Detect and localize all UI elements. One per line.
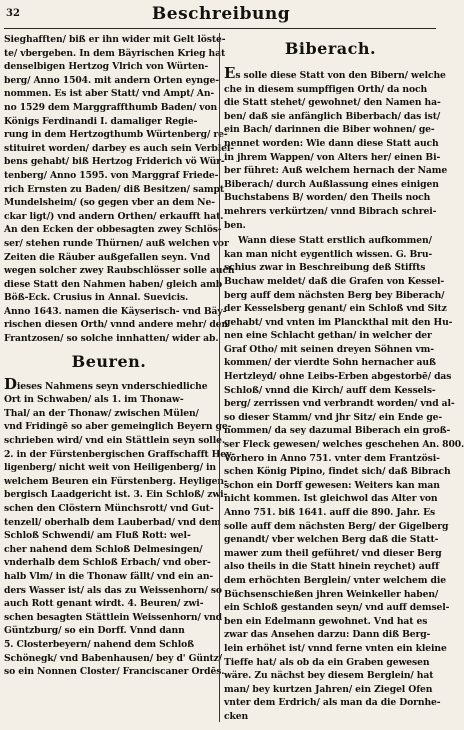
text-line: berg/ zerrissen vnd verbrandt worden/ vnd al- [224,398,455,410]
text-line: Vorhero in Anno 751. vnter dem Frantzösi- [224,452,440,464]
text-line: schrieben wird/ vnd ein Stättlein seyn solle. [4,435,225,447]
text-line: Es solle diese Statt von den Bibern/ welche [224,64,446,82]
left-column [4,33,235,724]
page-number: 32 [6,8,20,19]
text-line: genandt/ vber welchen Berg daß die Statt- [224,534,439,546]
text-line: gehabt/ vnd vnten im Planckthal mit den Hu- [224,316,453,328]
right-paragraph-1 [224,64,448,232]
text-line: halb Vlm/ in die Thonaw fällt/ vnd ein an- [4,570,214,582]
text-line: ders Wasser ist/ als das zu Weissenhorn/ so [4,584,222,596]
text-line: cher nahend dem Schloß Delmesingen/ [4,543,203,555]
text-line: che in diesem sumpffigen Orth/ da noch [224,83,428,95]
text-line: bergisch Laadgericht ist. 3. Ein Schloß/ zwi- [4,489,228,501]
text-line: Ort in Schwaben/ als 1. im Thonaw- [4,394,184,406]
text-line: solle auff dem nächsten Berg/ der Gigelberg [224,520,449,532]
text-line: Schönegk/ vnd Babenhausen/ bey d' Güntz/ [4,652,223,664]
section-title-biberach: Biberach. [284,39,377,58]
header-rule [4,28,436,29]
text-line: lein erhöhet ist/ vnnd ferne vnten ein kleine [224,642,447,654]
text-line: Zeiten die Räuber außgefallen seyn. Vnd [4,251,211,263]
text-line: kan man nicht eygentlich wissen. G. Bru- [224,248,433,260]
text-line: An den Ecken der obbesagten zwey Schlös- [4,224,222,236]
text-line: die Statt stehet/ gewohnet/ den Namen ha- [224,97,441,109]
text-line: denselbigen Hertzog Vlrich von Würten- [4,61,209,73]
text-line: ben ein Edelmann gewohnet. Vnd hat es [224,615,428,627]
left-paragraph-1 [4,33,235,346]
text-line: in jhrem Wappen/ von Alters her/ einen Bi- [224,151,441,163]
text-line: ber führet: Auß welchem hernach der Name [224,165,448,177]
text-line: Dieses Nahmens seyn vnderschiedliche [4,374,208,393]
text-line: cken [224,710,249,722]
text-line: mawer zum theil geführet/ vnd dieser Berg [224,547,442,559]
text-line: wäre. Zu nächst bey diesem Berglein/ hat [224,670,434,682]
text-line: Mundelsheim/ (so gegen vber an dem Ne- [4,197,215,209]
text-line: 5. Closterbeyern/ nahend dem Schloß [4,638,195,650]
text-line: Graf Otho/ mit seinen dreyen Söhnen vm- [224,343,434,355]
text-line: Buchstabens B/ worden/ den Theils noch [224,192,431,204]
text-line: vnter dem Erdrich/ als man da die Dornhe- [224,697,441,709]
column-divider [219,33,220,722]
text-line: ckar ligt/) vnd andern Orthen/ erkaufft hat. [4,210,224,222]
text-line: bens gehabt/ biß Hertzog Friderich vö Wür- [4,156,225,168]
text-line: ein Bach/ darinnen die Biber wohnen/ ge- [224,124,435,136]
text-line: ein Schloß gestanden seyn/ vnd auff demsel- [224,602,450,614]
right-column [224,33,464,724]
text-line: Böß-Eck. Crusius in Annal. Suevicis. [4,292,189,304]
text-line: dem erhöchten Berglein/ vnter welchem die [224,574,446,586]
text-line: Büchsenschießen jhren Weinkeller haben/ [224,588,439,600]
text-line: Wann diese Statt erstlich aufkommen/ [238,235,432,247]
text-line: schen König Pipino, findet sich/ daß Bibrach [224,466,451,478]
text-line: Güntzburg/ so ein Dorff. Vnnd dann [4,625,185,637]
text-line: vnd Fridingē so aber gemeinglich Beyern ge- [4,421,232,433]
text-line: auch Rott genant wirdt. 4. Beuren/ zwi- [4,598,204,610]
left-paragraph-2 [4,374,235,679]
text-line: zwar das Ansehen darzu: Dann diß Berg- [224,629,431,641]
text-line: ben. [224,219,246,231]
text-line: Anno 751. biß 1641. auff die 890. Jahr. Es [224,507,436,518]
text-line: diese Statt den Nahmen haben/ gleich amb [4,278,223,290]
text-line: ben/ daß sie anfänglich Biberbach/ das ist/ [224,110,441,122]
text-line: der Kesselsberg genant/ ein Schloß vnd Sitz [224,303,447,315]
text-line: nicht kommen. Ist gleichwol das Alter von [224,493,438,505]
text-line: 2. in der Fürstenbergischen Graffschafft Hey- [4,448,235,460]
text-line: Königs Ferdinandi I. damaliger Regie- [4,115,198,127]
text-line: Frantzosen/ so solche innhatten/ wider ab. [4,333,219,345]
text-line: Sieghafften/ biß er ihn wider mit Gelt löste- [4,34,226,45]
text-line: vnderhalb dem Schloß Erbach/ vnd ober- [4,557,211,569]
text-line: nommen. Es ist aber Statt/ vnd Ampt/ An- [4,88,215,100]
text-line: tenberg/ Anno 1595. von Marggraf Friede- [4,169,219,181]
text-line: Hertzleyd/ ohne Leibs-Erben abgestorbē/ das [224,371,452,383]
text-line: te/ vbergeben. In dem Bäyrischen Krieg hat [4,47,226,59]
text-line: rischen diesen Orth/ vnnd andere mehr/ den [4,319,228,331]
text-line: schen den Clöstern Münchsrott/ vnd Gut- [4,503,214,514]
text-line: schen besagten Stättlein Weissenhorn/ vnd [4,611,222,623]
text-line: schon ein Dorff gewesen: Weiters kan man [224,479,440,491]
text-line: kommen/ der vierdte Sohn hernacher auß [224,357,436,369]
text-line: wegen solcher zwey Raubschlösser solle auch [4,265,235,277]
text-line: tenzell/ oberhalb dem Lauberbad/ vnd dem [4,516,221,528]
text-line: Thal/ an der Thonaw/ zwischen Mülen/ [4,407,199,419]
text-line: berg auff dem nächsten Berg bey Biberach/ [224,289,445,301]
running-head: Beschreibung [151,4,291,24]
right-paragraph-2 [224,234,464,723]
text-line: Tieffe hat/ als ob da ein Graben gewesen [224,656,430,668]
text-line: mehrers verkürtzen/ vnnd Bibrach schrei- [224,205,437,217]
text-line: schius zwar in Beschreibung deß Stiffts [224,262,426,274]
text-line: Anno 1643. namen die Käyserisch- vnd Bäy- [4,305,227,317]
text-line: also theils in die Statt hinein reychet) auff [224,561,439,573]
text-line: ser/ stehen runde Thürnen/ auß welchen vor [4,237,229,249]
text-line: Buchaw meldet/ daß die Grafen von Kessel- [224,275,445,287]
text-line: nennet worden: Wie dann diese Statt auch [224,137,439,149]
text-line: welchem Beuren ein Fürstenberg. Heyligen- [4,475,228,487]
text-line: no 1529 dem Marggraffthumb Baden/ von [4,101,218,113]
text-line: nommen/ da sey dazumal Biberach ein groß- [224,425,451,437]
text-line: nen eine Schlacht gethan/ in welcher der [224,330,432,342]
text-line: berg/ Anno 1504. mit andern Orten eynge- [4,74,219,86]
text-line: stituiret worden/ darbey es auch sein Verblei- [4,142,234,154]
text-line: Schloß/ vnnd die Kirch/ auff dem Kessels- [224,384,436,396]
text-line: so dieser Stamm/ vnd jhr Sitz/ ein Ende ge- [224,411,443,423]
section-title-beuren: Beuren. [71,351,147,371]
text-line: rich Ernsten zu Baden/ diß Besitzen/ sampt [4,183,225,195]
text-line: so ein Nonnen Closter/ Franciscaner Ordēs. [4,666,225,678]
text-line: ser Fleck gewesen/ welches geschehen An. 800. [224,439,464,451]
page-header [0,4,442,26]
text-line: man/ bey kurtzen Jahren/ ein Ziegel Ofen [224,683,433,695]
text-line: Biberach/ durch Außlassung eines einigen [224,178,439,190]
text-line: Schloß Schwendi/ am Fluß Rott: wel- [4,530,191,542]
text-line: ligenberg/ nicht weit von Heiligenberg/ in [4,462,216,474]
text-line: rung in dem Hertzogthumb Würtenberg/ re- [4,129,228,141]
